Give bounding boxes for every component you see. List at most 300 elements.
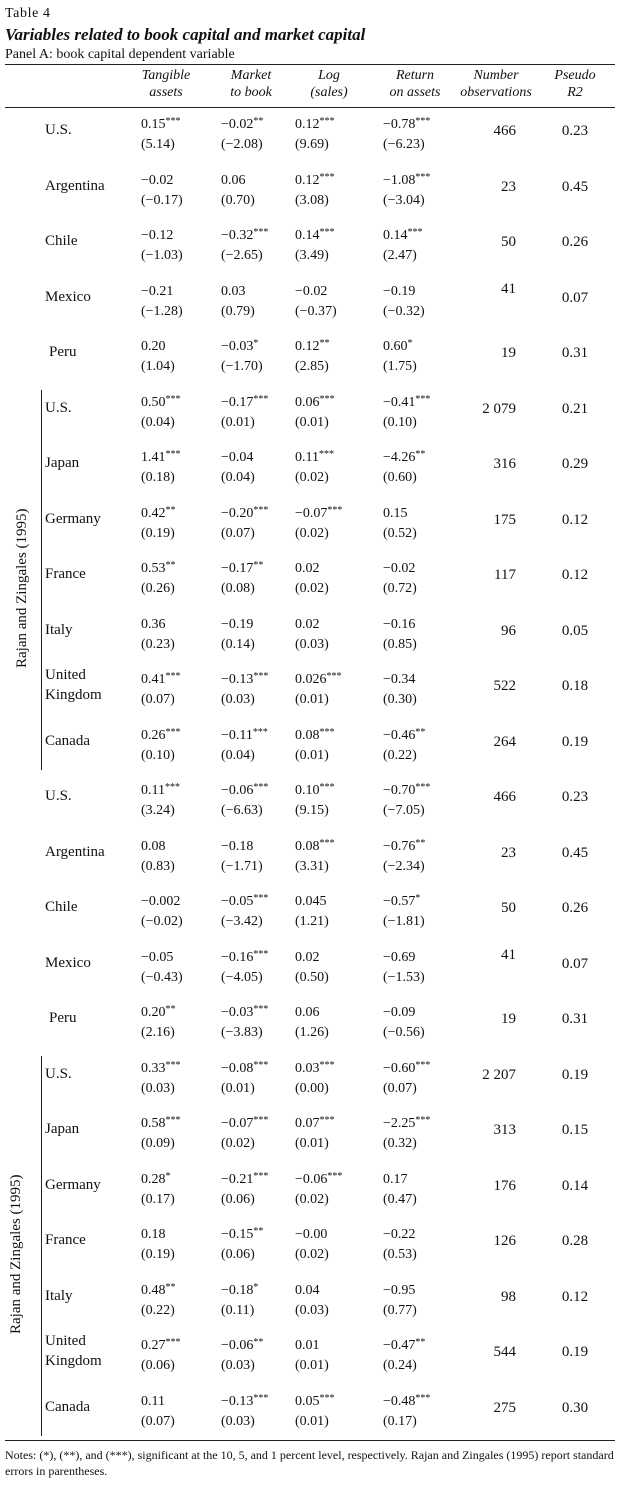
coefficient-value: 0.11 bbox=[295, 450, 319, 465]
statistic-value: (0.85) bbox=[383, 636, 417, 652]
observations-cell: 466 bbox=[493, 123, 516, 139]
significance-stars: *** bbox=[253, 1115, 269, 1126]
column-header bbox=[377, 67, 453, 101]
coefficient-cell bbox=[141, 1000, 193, 1043]
row-label bbox=[45, 731, 90, 751]
statistic-value: (0.06) bbox=[221, 1247, 255, 1262]
coefficient-line bbox=[295, 112, 359, 135]
observations-cell: 98 bbox=[501, 1288, 516, 1305]
coefficient-value: 0.07 bbox=[295, 1116, 320, 1131]
row-label-line: Kingdom bbox=[45, 1353, 102, 1369]
coefficient-value: 0.02 bbox=[295, 561, 320, 576]
coefficient-line bbox=[221, 112, 289, 135]
table-title: Variables related to book capital and market capital bbox=[5, 25, 366, 44]
significance-stars: *** bbox=[164, 782, 180, 793]
statistic-value: (0.17) bbox=[383, 1413, 417, 1429]
coefficient-cell bbox=[221, 945, 289, 988]
significance-stars: *** bbox=[319, 227, 335, 238]
row-label bbox=[45, 120, 72, 140]
significance-stars: *** bbox=[415, 393, 431, 405]
coefficient-line bbox=[383, 1167, 453, 1190]
coefficient-line bbox=[221, 778, 289, 801]
coefficient-cell bbox=[295, 334, 359, 377]
statistic-value: (0.22) bbox=[383, 747, 417, 763]
statistic-value: (−1.53) bbox=[383, 969, 425, 985]
statistic-value: (0.02) bbox=[295, 1191, 329, 1207]
coefficient-value: −0.06 bbox=[221, 783, 254, 798]
significance-stars: * bbox=[165, 1170, 171, 1182]
coefficient-line bbox=[295, 1056, 359, 1079]
statistic-value: (−3.83) bbox=[221, 1025, 263, 1040]
coefficient-cell bbox=[295, 1167, 359, 1210]
row-label-line: Japan bbox=[45, 1121, 80, 1137]
coefficient-value: 0.42 bbox=[141, 505, 166, 521]
significance-stars: *** bbox=[319, 726, 335, 738]
coefficient-cell bbox=[141, 778, 193, 821]
statistic-value: (0.50) bbox=[295, 969, 329, 985]
coefficient-line bbox=[383, 501, 453, 524]
statistic-value: (−0.56) bbox=[383, 1025, 425, 1040]
statistic-value: (0.83) bbox=[141, 858, 175, 874]
statistic-value: (0.01) bbox=[295, 1136, 329, 1151]
coefficient-line bbox=[295, 334, 359, 357]
coefficient-line bbox=[141, 1111, 193, 1134]
table-row bbox=[5, 1385, 615, 1441]
coefficient-value: −0.03 bbox=[221, 339, 254, 354]
statistic-value: (0.04) bbox=[221, 747, 255, 763]
row-label-line: Mexico bbox=[45, 954, 91, 971]
column-header-line: Log bbox=[318, 68, 340, 83]
statistic-value: (−2.08) bbox=[221, 137, 263, 152]
coefficient-value: −0.21 bbox=[221, 1171, 254, 1187]
coefficient-value: 0.06 bbox=[295, 394, 320, 410]
table-row bbox=[5, 330, 615, 386]
coefficient-cell bbox=[221, 168, 289, 211]
significance-stars: ** bbox=[253, 560, 264, 571]
coefficient-cell bbox=[383, 667, 453, 710]
coefficient-value: −2.25 bbox=[383, 1116, 416, 1131]
coefficient-cell bbox=[295, 1389, 359, 1432]
significance-stars: * bbox=[407, 338, 413, 349]
coefficient-line bbox=[141, 556, 193, 579]
observations-cell: 544 bbox=[493, 1344, 516, 1360]
statistic-value: (0.04) bbox=[221, 470, 255, 485]
row-label-line: Japan bbox=[45, 455, 80, 471]
coefficient-value: 0.11 bbox=[141, 1393, 165, 1409]
row-label-line: U.S. bbox=[45, 788, 72, 804]
coefficient-line bbox=[141, 445, 193, 468]
coefficient-line bbox=[383, 889, 453, 912]
statistic-value: (0.18) bbox=[141, 470, 175, 485]
country-block bbox=[5, 774, 615, 1052]
coefficient-line bbox=[141, 1222, 193, 1245]
coefficient-cell bbox=[295, 1111, 359, 1154]
table-row bbox=[5, 219, 615, 275]
coefficient-value: −4.26 bbox=[383, 450, 416, 465]
coefficient-cell bbox=[221, 556, 289, 599]
observations-cell: 126 bbox=[493, 1233, 516, 1249]
coefficient-line bbox=[383, 1278, 453, 1301]
coefficient-cell bbox=[383, 390, 453, 433]
coefficient-cell bbox=[221, 1389, 289, 1432]
coefficient-cell bbox=[295, 834, 359, 877]
table-row bbox=[5, 1274, 615, 1330]
row-label bbox=[45, 1119, 79, 1139]
coefficient-value: −0.02 bbox=[221, 117, 254, 132]
coefficient-line bbox=[221, 1389, 289, 1412]
row-label-line: Germany bbox=[45, 1176, 101, 1193]
significance-stars: ** bbox=[253, 1226, 264, 1237]
coefficient-value: −0.18 bbox=[221, 838, 254, 854]
statistic-value: (0.60) bbox=[383, 470, 417, 485]
coefficient-line bbox=[295, 556, 359, 579]
statistic-value: (0.01) bbox=[295, 692, 329, 707]
statistic-value: (0.02) bbox=[295, 525, 329, 541]
coefficient-cell bbox=[383, 945, 453, 988]
row-label bbox=[45, 1286, 73, 1306]
coefficient-value: 0.06 bbox=[295, 1005, 320, 1020]
statistic-value: (−1.70) bbox=[221, 359, 263, 374]
coefficient-line bbox=[295, 1278, 359, 1301]
statistic-value: (0.70) bbox=[221, 192, 255, 208]
row-label-line: Chile bbox=[45, 233, 78, 249]
significance-stars: *** bbox=[165, 393, 181, 405]
coefficient-line bbox=[383, 945, 453, 968]
coefficient-line bbox=[141, 1333, 193, 1356]
coefficient-value: 0.53 bbox=[141, 561, 166, 576]
coefficient-line bbox=[221, 556, 289, 579]
coefficient-value: −1.08 bbox=[383, 172, 416, 188]
row-label bbox=[45, 897, 78, 917]
coefficient-cell bbox=[221, 612, 289, 655]
statistic-value: (−1.28) bbox=[141, 303, 183, 319]
coefficient-cell bbox=[383, 778, 453, 821]
pseudo-r2-cell: 0.30 bbox=[561, 1399, 589, 1416]
statistic-value: (0.02) bbox=[295, 470, 329, 485]
statistic-value: (0.17) bbox=[141, 1191, 175, 1207]
coefficient-line bbox=[141, 612, 193, 635]
significance-stars: *** bbox=[415, 1392, 431, 1404]
row-label-line: Germany bbox=[45, 510, 101, 527]
coefficient-cell bbox=[141, 945, 193, 988]
coefficient-line bbox=[141, 334, 193, 357]
table-notes: Notes: (*), (**), and (***), significant at the 10, 5, and 1 percent level, respectively. Rajan and Zingales (1995) report standard errors in parentheses. bbox=[5, 1448, 614, 1478]
statistic-value: (0.03) bbox=[295, 636, 329, 652]
statistic-value: (−0.32) bbox=[383, 303, 425, 319]
coefficient-line bbox=[295, 390, 359, 413]
column-header-line: Tangible bbox=[141, 68, 191, 83]
statistic-value: (0.53) bbox=[383, 1247, 417, 1262]
coefficient-cell bbox=[383, 612, 453, 655]
column-header bbox=[136, 67, 196, 101]
row-label bbox=[45, 842, 105, 862]
coefficient-cell bbox=[383, 834, 453, 877]
coefficient-line bbox=[221, 723, 289, 746]
statistic-value: (0.32) bbox=[383, 1136, 417, 1151]
statistic-value: (0.02) bbox=[295, 1247, 329, 1262]
pseudo-r2-cell: 0.28 bbox=[561, 1233, 589, 1249]
coefficient-line bbox=[295, 445, 359, 468]
row-label bbox=[49, 1008, 77, 1028]
significance-stars: ** bbox=[415, 1337, 426, 1348]
coefficient-line bbox=[383, 1000, 453, 1023]
row-label-line: Canada bbox=[45, 1398, 90, 1415]
coefficient-line bbox=[221, 279, 289, 302]
coefficient-cell bbox=[383, 1167, 453, 1210]
coefficient-value: 0.26 bbox=[141, 727, 166, 743]
statistic-value: (0.03) bbox=[295, 1302, 329, 1318]
row-label-line: Kingdom bbox=[45, 687, 102, 703]
row-label bbox=[45, 509, 101, 529]
table-row bbox=[5, 552, 615, 608]
significance-stars: *** bbox=[165, 726, 181, 738]
coefficient-value: 0.05 bbox=[295, 1393, 320, 1409]
statistic-value: (1.26) bbox=[295, 1025, 329, 1040]
coefficient-cell bbox=[221, 279, 289, 322]
statistic-value: (−1.81) bbox=[383, 914, 425, 929]
significance-stars: *** bbox=[253, 1170, 269, 1182]
coefficient-line bbox=[141, 945, 193, 968]
coefficient-value: −0.16 bbox=[221, 949, 254, 965]
coefficient-value: 0.10 bbox=[295, 783, 320, 798]
coefficient-cell bbox=[295, 112, 359, 155]
coefficient-cell bbox=[141, 112, 193, 155]
coefficient-value: −0.17 bbox=[221, 561, 254, 576]
coefficient-line bbox=[141, 112, 193, 135]
coefficient-value: 0.48 bbox=[141, 1282, 166, 1298]
table-row bbox=[5, 774, 615, 830]
coefficient-value: −0.12 bbox=[141, 228, 174, 243]
significance-stars: *** bbox=[165, 116, 181, 127]
coefficient-value: −0.06 bbox=[295, 1171, 328, 1187]
coefficient-cell bbox=[383, 334, 453, 377]
coefficient-line bbox=[383, 612, 453, 635]
significance-stars: *** bbox=[319, 1392, 335, 1404]
coefficient-line bbox=[383, 723, 453, 746]
coefficient-line bbox=[383, 1056, 453, 1079]
coefficient-cell bbox=[383, 223, 453, 266]
coefficient-value: 0.02 bbox=[295, 616, 320, 632]
coefficient-cell bbox=[295, 279, 359, 322]
observations-cell: 117 bbox=[494, 567, 516, 583]
coefficient-value: 0.60 bbox=[383, 339, 408, 354]
coefficient-cell bbox=[295, 1333, 359, 1376]
coefficient-value: −0.18 bbox=[221, 1282, 254, 1298]
coefficient-line bbox=[141, 834, 193, 857]
coefficient-line bbox=[221, 889, 289, 912]
coefficient-line bbox=[383, 279, 453, 302]
statistic-value: (−0.37) bbox=[295, 303, 337, 319]
statistic-value: (−1.71) bbox=[221, 858, 263, 874]
row-label-line: Argentina bbox=[45, 177, 105, 194]
significance-stars: ** bbox=[319, 338, 330, 349]
coefficient-value: 0.15 bbox=[383, 505, 408, 521]
coefficient-cell bbox=[295, 556, 359, 599]
coefficient-value: 0.08 bbox=[295, 838, 320, 854]
significance-stars: *** bbox=[165, 449, 181, 460]
statistic-value: (0.01) bbox=[221, 1080, 255, 1096]
coefficient-line bbox=[383, 445, 453, 468]
statistic-value: (3.24) bbox=[141, 803, 175, 818]
table-row bbox=[5, 996, 615, 1052]
coefficient-value: 0.50 bbox=[141, 394, 166, 410]
coefficient-cell bbox=[295, 1056, 359, 1099]
coefficient-cell bbox=[141, 445, 193, 488]
coefficient-cell bbox=[295, 778, 359, 821]
coefficient-cell bbox=[221, 445, 289, 488]
significance-stars: *** bbox=[319, 1115, 335, 1126]
coefficient-line bbox=[141, 168, 193, 191]
coefficient-value: 0.12 bbox=[295, 117, 320, 132]
coefficient-cell bbox=[141, 834, 193, 877]
coefficient-line bbox=[295, 223, 359, 246]
coefficient-value: −0.32 bbox=[221, 228, 254, 243]
column-header-line: to book bbox=[230, 85, 272, 100]
significance-stars: * bbox=[415, 893, 421, 904]
significance-stars: ** bbox=[165, 1281, 176, 1293]
significance-stars: *** bbox=[253, 1392, 269, 1404]
coefficient-value: −0.95 bbox=[383, 1282, 416, 1298]
coefficient-cell bbox=[295, 612, 359, 655]
coefficient-cell bbox=[383, 1222, 453, 1265]
statistic-value: (0.22) bbox=[141, 1302, 175, 1318]
statistic-value: (−3.42) bbox=[221, 914, 263, 929]
statistic-value: (−6.63) bbox=[221, 803, 263, 818]
statistic-value: (0.19) bbox=[141, 525, 175, 541]
coefficient-value: −0.76 bbox=[383, 838, 416, 854]
coefficient-line bbox=[295, 168, 359, 191]
row-label-line: France bbox=[45, 1232, 86, 1248]
coefficient-value: −0.16 bbox=[383, 616, 416, 632]
coefficient-line bbox=[295, 1222, 359, 1245]
coefficient-line bbox=[141, 667, 193, 690]
coefficient-value: −0.15 bbox=[221, 1227, 254, 1242]
significance-stars: *** bbox=[252, 726, 268, 738]
coefficient-line bbox=[221, 168, 289, 191]
coefficient-value: 0.01 bbox=[295, 1338, 320, 1353]
coefficient-line bbox=[141, 390, 193, 413]
coefficient-line bbox=[383, 778, 453, 801]
group-label: Rajan and Zingales (1995) bbox=[14, 508, 30, 668]
coefficient-cell bbox=[221, 723, 289, 766]
significance-stars: ** bbox=[253, 1337, 264, 1348]
coefficient-value: −0.46 bbox=[383, 727, 416, 743]
significance-stars: *** bbox=[253, 671, 269, 682]
table-number: Table 4 bbox=[5, 6, 51, 21]
coefficient-cell bbox=[221, 1222, 289, 1265]
coefficient-line bbox=[383, 1222, 453, 1245]
coefficient-cell bbox=[141, 723, 193, 766]
row-label bbox=[45, 398, 72, 418]
coefficient-value: 0.36 bbox=[141, 616, 166, 632]
column-header bbox=[301, 67, 357, 101]
statistic-value: (0.03) bbox=[221, 692, 255, 707]
pseudo-r2-cell: 0.31 bbox=[561, 345, 589, 361]
table-row bbox=[5, 1329, 615, 1385]
statistic-value: (−0.43) bbox=[141, 969, 183, 985]
coefficient-value: 0.28 bbox=[141, 1171, 166, 1187]
pseudo-r2-cell: 0.07 bbox=[561, 289, 589, 306]
statistic-value: (0.72) bbox=[383, 581, 417, 596]
coefficient-line bbox=[295, 778, 359, 801]
statistic-value: (−6.23) bbox=[383, 137, 425, 152]
coefficient-cell bbox=[221, 1056, 289, 1099]
table-row bbox=[5, 1052, 615, 1108]
coefficient-cell bbox=[295, 1222, 359, 1265]
coefficient-line bbox=[295, 1111, 359, 1134]
significance-stars: *** bbox=[327, 504, 343, 516]
statistic-value: (0.52) bbox=[383, 525, 417, 541]
observations-cell: 23 bbox=[501, 178, 516, 195]
statistic-value: (0.23) bbox=[141, 636, 175, 652]
row-label bbox=[45, 665, 102, 705]
coefficient-cell bbox=[221, 1278, 289, 1321]
row-label bbox=[45, 1331, 102, 1371]
statistic-value: (−1.03) bbox=[141, 248, 183, 263]
table-row bbox=[5, 608, 615, 664]
coefficient-cell bbox=[221, 1111, 289, 1154]
coefficient-cell bbox=[295, 723, 359, 766]
coefficient-cell bbox=[221, 778, 289, 821]
rajan-zingales-block bbox=[5, 386, 615, 775]
significance-stars: *** bbox=[319, 782, 335, 793]
pseudo-r2-cell: 0.12 bbox=[561, 511, 589, 528]
statistic-value: (0.26) bbox=[141, 581, 175, 596]
coefficient-cell bbox=[383, 1000, 453, 1043]
statistic-value: (0.01) bbox=[295, 414, 329, 430]
coefficient-value: −0.02 bbox=[295, 283, 328, 299]
pseudo-r2-cell: 0.19 bbox=[561, 733, 589, 750]
coefficient-line bbox=[141, 889, 193, 912]
coefficient-cell bbox=[221, 112, 289, 155]
coefficient-cell bbox=[221, 223, 289, 266]
coefficient-line bbox=[141, 778, 193, 801]
pseudo-r2-cell: 0.45 bbox=[561, 844, 589, 861]
coefficient-cell bbox=[383, 1333, 453, 1376]
observations-cell: 19 bbox=[501, 345, 516, 361]
significance-stars: * bbox=[253, 338, 259, 349]
row-label bbox=[45, 1230, 86, 1250]
coefficient-value: −0.70 bbox=[383, 783, 416, 798]
coefficient-cell bbox=[295, 667, 359, 710]
coefficient-value: −0.08 bbox=[221, 1060, 254, 1076]
coefficient-value: 0.58 bbox=[141, 1116, 166, 1131]
observations-cell: 275 bbox=[493, 1399, 516, 1416]
table-row bbox=[5, 164, 615, 220]
significance-stars: *** bbox=[327, 1170, 343, 1182]
table-container bbox=[5, 5, 615, 1479]
table-header bbox=[5, 65, 615, 107]
significance-stars: ** bbox=[415, 837, 426, 849]
coefficient-line bbox=[141, 1000, 193, 1023]
coefficient-value: 0.02 bbox=[295, 949, 320, 965]
coefficient-value: −0.17 bbox=[221, 394, 254, 410]
coefficient-cell bbox=[141, 1111, 193, 1154]
observations-cell: 466 bbox=[493, 789, 516, 805]
row-label bbox=[45, 287, 91, 307]
coefficient-line bbox=[383, 112, 453, 135]
coefficient-line bbox=[221, 1278, 289, 1301]
coefficient-value: −0.02 bbox=[141, 172, 174, 188]
panel-label: Panel A: book capital dependent variable bbox=[5, 47, 235, 62]
row-label bbox=[45, 176, 105, 196]
statistic-value: (2.16) bbox=[141, 1025, 175, 1040]
coefficient-value: 0.20 bbox=[141, 1005, 166, 1020]
significance-stars: *** bbox=[407, 227, 423, 238]
significance-stars: *** bbox=[319, 837, 335, 849]
statistic-value: (−2.65) bbox=[221, 248, 263, 263]
statistic-value: (−3.04) bbox=[383, 192, 425, 208]
